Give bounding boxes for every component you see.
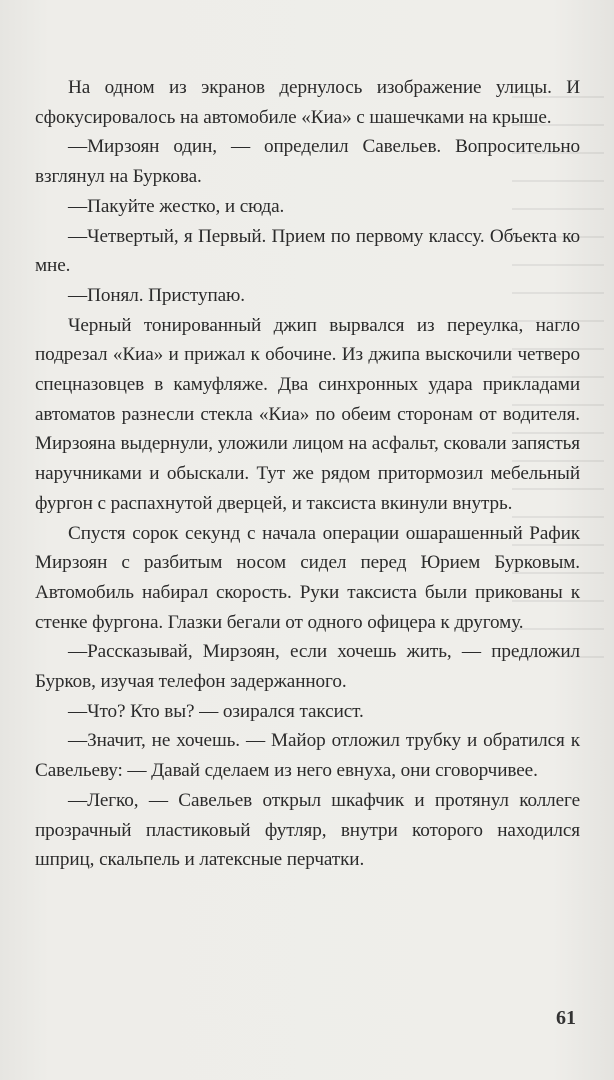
paragraph: —Рассказывай, Мирзоян, если хочешь жить, — предложил Бурков, изучая телефон задержанного. <box>35 641 580 693</box>
paragraph: Черный тонированный джип вырвался из переулка, нагло подрезал «Киа» и прижал к обочине. Из джипа выскочили четверо спецназовцев в камуфляже. Два синхронных удара прикладами автоматов разнесли стекла «Киа» по обеим сторонам от водителя. Мирзояна выдернули, уложили лицом на асфальт, сковали запястья наручниками и обыскали. Тут же рядом притормозил мебельный фургон с распахнутой дверцей, и таксиста вкинули внутрь. <box>35 314 580 514</box>
paragraph: —Легко, — Савельев открыл шкафчик и протянул коллеге прозрачный пластиковый футляр, внутри которого находился шприц, скальпель и латексные перчатки. <box>35 789 580 871</box>
page-number: 61 <box>556 1007 576 1029</box>
paragraph: На одном из экранов дернулось изображение улицы. И сфокусировалось на автомобиле «Киа» с шашечками на крыше. <box>35 77 580 128</box>
paragraph: —Мирзоян один, — определил Савельев. Вопросительно взглянул на Буркова. <box>35 136 580 188</box>
paragraph: —Четвертый, я Первый. Прием по первому классу. Объекта ко мне. <box>35 225 580 277</box>
paragraph: —Пакуйте жестко, и сюда. <box>68 195 285 217</box>
body-text <box>35 73 580 875</box>
paragraph: —Понял. Приступаю. <box>68 284 245 306</box>
paragraph: Спустя сорок секунд с начала операции ошарашенный Рафик Мирзоян с разбитым носом сидел перед Юрием Бурковым. Автомобиль набирал скорость. Руки таксиста были прикованы к стенке фургона. Глазки бегали от одного офицера к другому. <box>35 522 580 633</box>
paragraph: —Что? Кто вы? — озирался таксист. <box>68 700 364 722</box>
paragraph: —Значит, не хочешь. — Майор отложил трубку и обратился к Савельеву: — Давай сделаем из него евнуха, они сговорчивее. <box>35 730 580 782</box>
